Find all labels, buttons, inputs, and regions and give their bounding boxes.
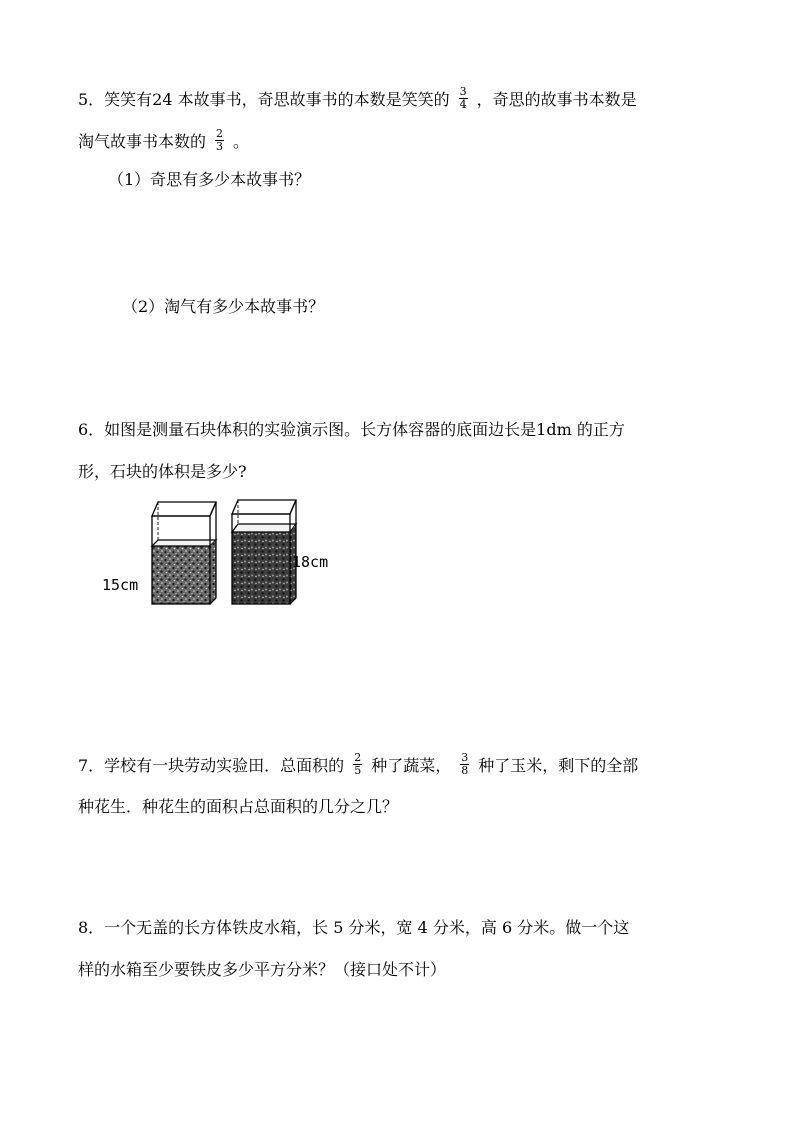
right-container: [232, 500, 296, 604]
q7-text-b: 种了蔬菜，: [371, 756, 452, 775]
q7-text-a: 7．学校有一块劳动实验田．总面积的: [78, 756, 345, 775]
q6-line1: 6．如图是测量石块体积的实验演示图。长方体容器的底面边长是1dm 的正方: [78, 420, 625, 439]
fraction-numerator: 2: [216, 127, 224, 140]
fraction-numerator: 3: [461, 751, 469, 764]
q8-line2: 样的水箱至少要铁皮多少平方分米？（接口处不计）: [78, 960, 447, 979]
fraction-two-thirds: [215, 128, 224, 153]
q7-line1: [78, 751, 639, 779]
q5-subquestion-2: （2）淘气有多少本故事书？: [122, 297, 325, 316]
left-container: [152, 502, 216, 604]
fraction-numerator: 3: [459, 85, 467, 98]
fraction-denominator: 8: [461, 764, 469, 777]
container-diagram: [100, 494, 350, 619]
left-height-label: 15cm: [102, 576, 139, 594]
q5-line2: [78, 127, 250, 155]
right-height-label: 18cm: [292, 553, 329, 571]
q8-line1: 8．一个无盖的长方体铁皮水箱，长 5 分米，宽 4 分米，高 6 分米。做一个这: [78, 918, 630, 937]
fraction-denominator: 3: [216, 140, 224, 153]
fraction-two-fifths: [353, 752, 362, 777]
q5-text-d: 。: [233, 132, 250, 151]
q5-line1: [78, 85, 637, 113]
fraction-denominator: 4: [459, 98, 467, 111]
q5-subquestion-1: （1）奇思有多少本故事书？: [108, 170, 311, 189]
fraction-numerator: 2: [354, 751, 362, 764]
q6-line2: 形，石块的体积是多少?: [78, 462, 247, 481]
q7-text-c: 种了玉米，剩下的全部: [478, 756, 639, 775]
fraction-three-eighths: [460, 752, 469, 777]
fraction-three-quarters: [459, 86, 468, 111]
q5-text-b: ，奇思的故事书本数是: [476, 90, 637, 109]
q7-line2: 种花生．种花生的面积占总面积的几分之几？: [78, 797, 399, 816]
q5-text-a: 5．笑笑有24 本故事书，奇思故事书的本数是笑笑的: [78, 90, 450, 109]
fraction-denominator: 5: [354, 764, 362, 777]
q5-text-c: 淘气故事书本数的: [78, 132, 207, 151]
